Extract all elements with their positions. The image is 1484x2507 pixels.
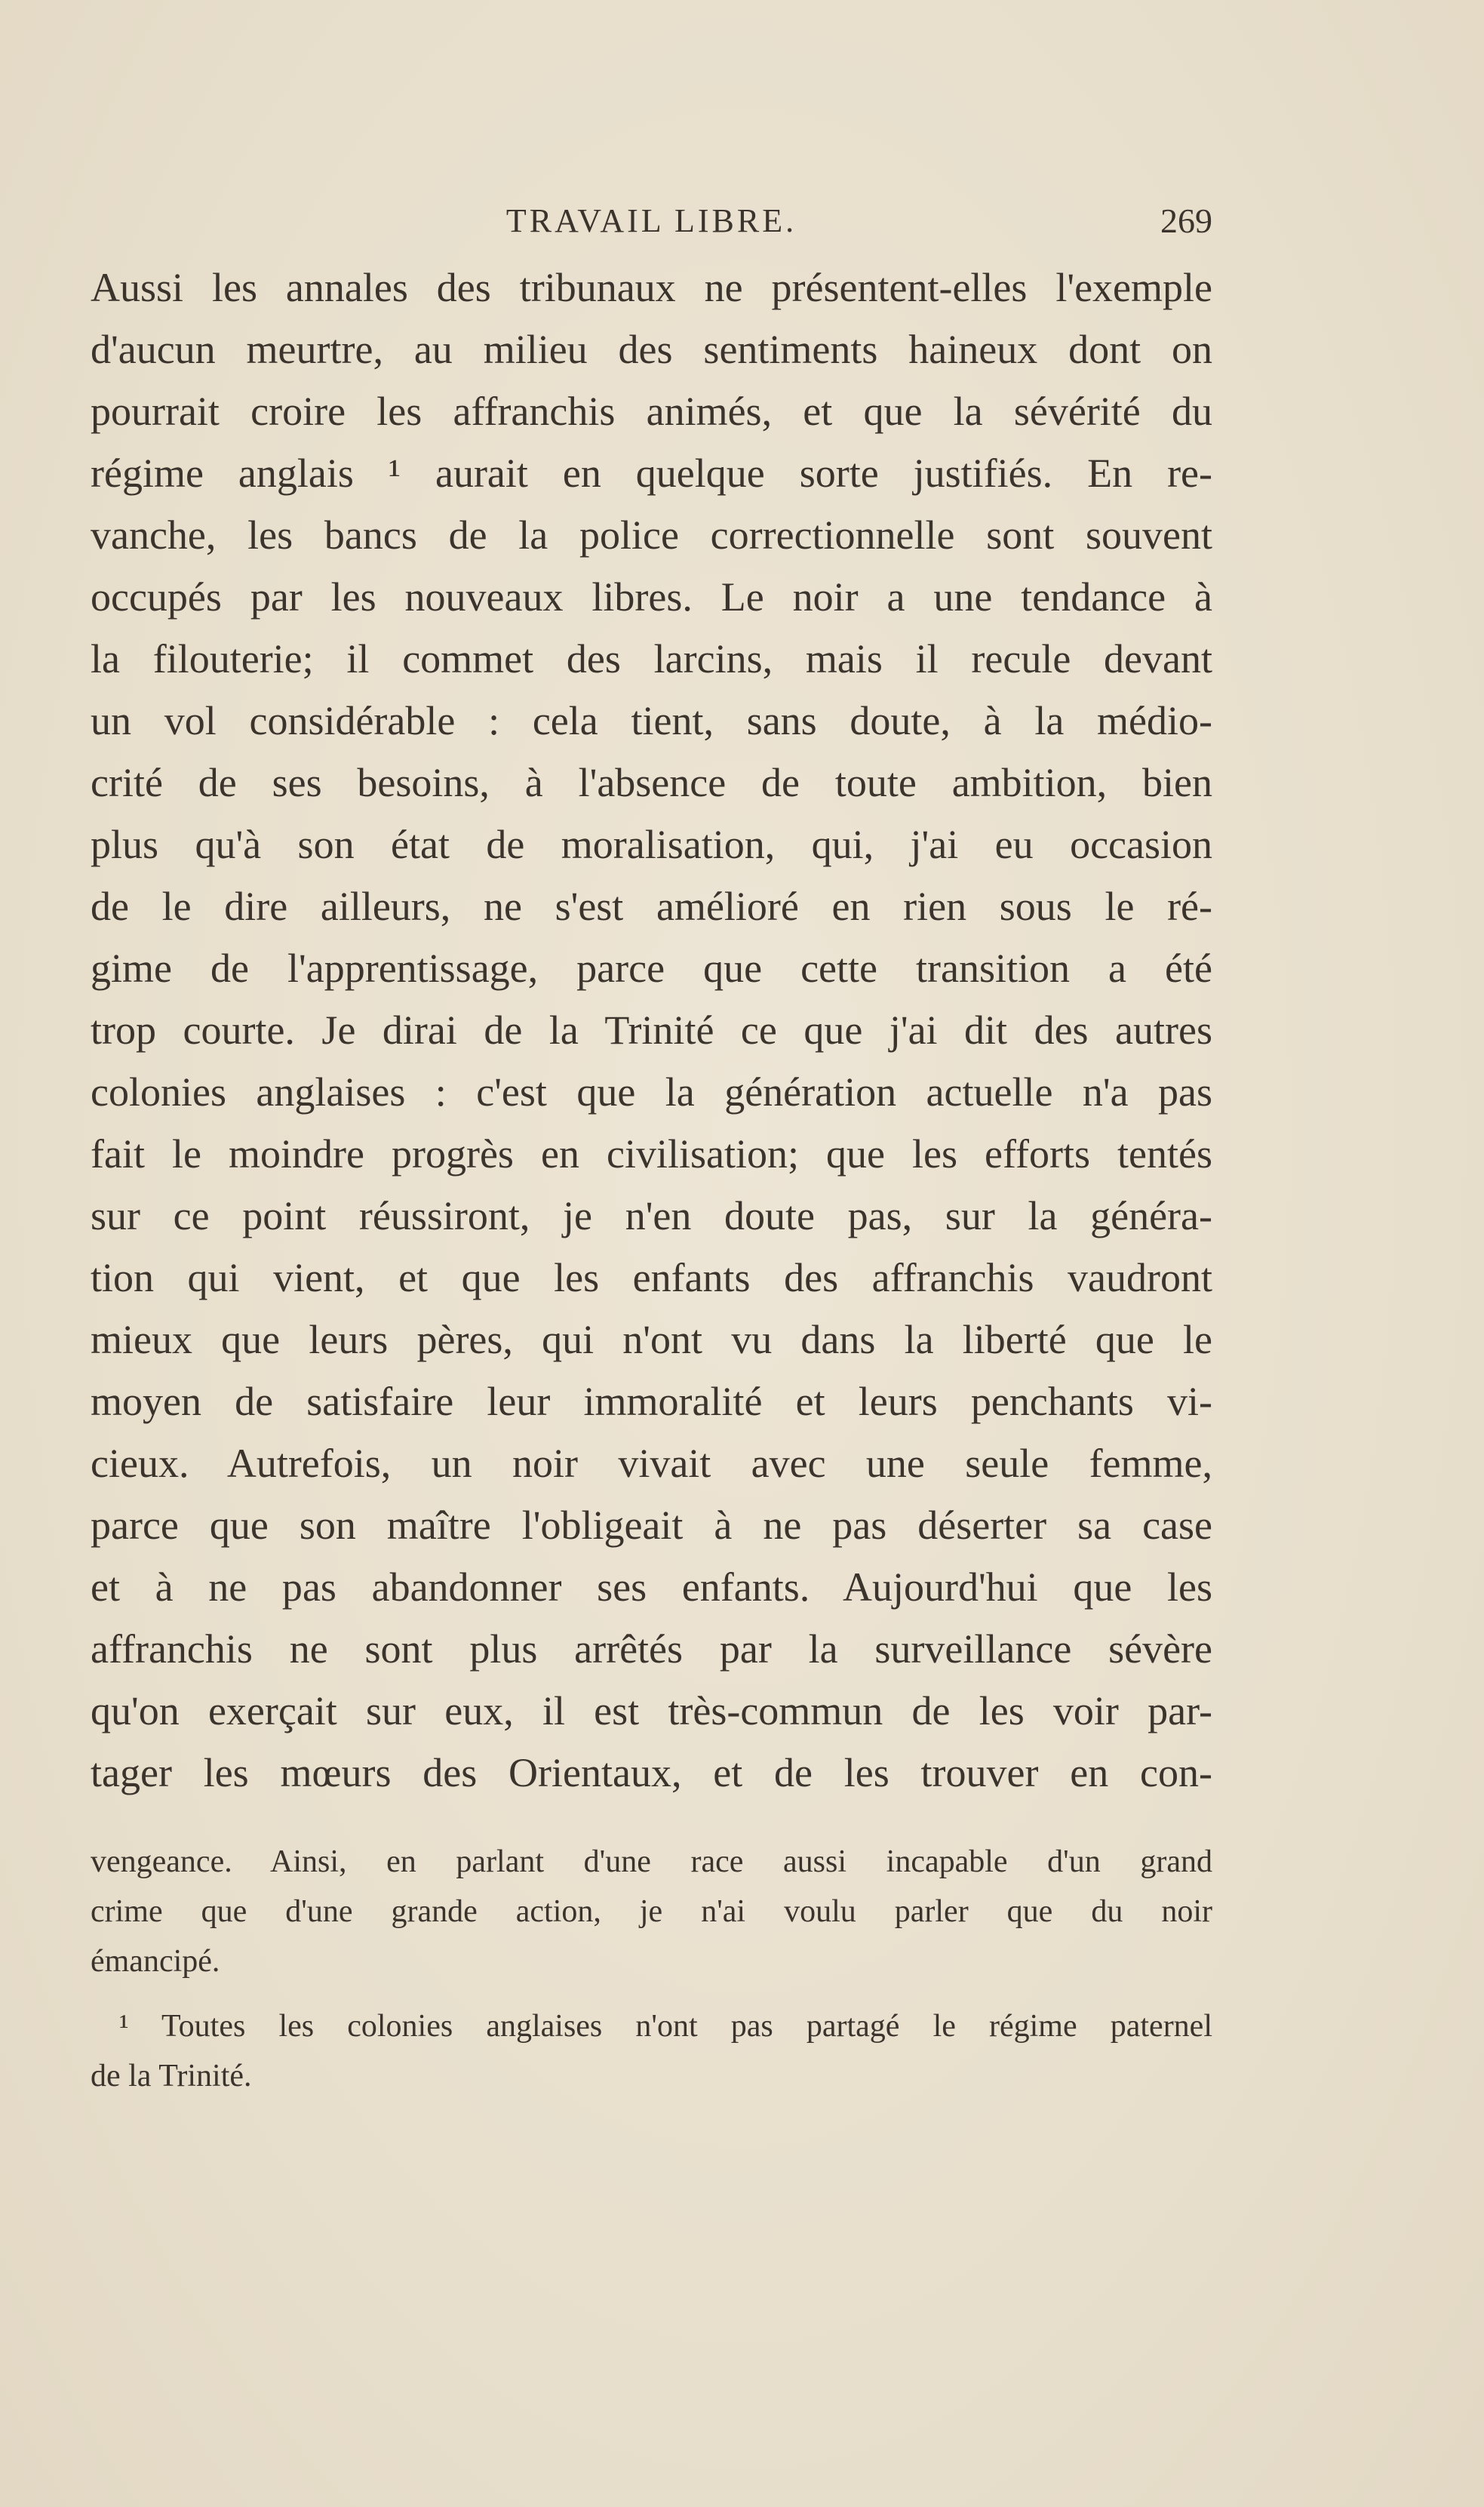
footnote-continuation-line: émancipé. <box>91 1944 220 1979</box>
text-line: de le dire ailleurs, ne s'est amélioré en rien sous le ré- <box>91 884 1212 929</box>
text-line: régime anglais ¹ aurait en quelque sorte justifiés. En re- <box>91 451 1212 496</box>
text-line: parce que son maître l'obligeait à ne pas déserter sa case <box>91 1503 1212 1548</box>
text-line: gime de l'apprentissage, parce que cette transition a été <box>91 946 1212 991</box>
text-line: qu'on exerçait sur eux, il est très-commun de les voir par- <box>91 1688 1212 1733</box>
footnote-continuation-line: vengeance. Ainsi, en parlant d'une race aussi incapable d'un grand <box>91 1844 1212 1879</box>
text-line: la filouterie; il commet des larcins, mais il recule devant <box>91 636 1212 681</box>
footnote-continuation-line: crime que d'une grande action, je n'ai voulu parler que du noir <box>91 1894 1212 1929</box>
text-line: et à ne pas abandonner ses enfants. Aujourd'hui que les <box>91 1564 1212 1610</box>
text-line: plus qu'à son état de moralisation, qui, j'ai eu occasion <box>91 822 1212 867</box>
footnotes <box>91 1837 1212 2101</box>
text-line: Aussi les annales des tribunaux ne présentent-elles l'exemple <box>91 265 1212 310</box>
text-line: affranchis ne sont plus arrêtés par la surveillance sévère <box>91 1626 1212 1672</box>
text-line: sur ce point réussiront, je n'en doute pas, sur la généra- <box>91 1193 1212 1238</box>
page-header <box>91 195 1212 248</box>
text-line: vanche, les bancs de la police correctionnelle sont souvent <box>91 512 1212 558</box>
text-line: fait le moindre progrès en civilisation; que les efforts tentés <box>91 1131 1212 1177</box>
text-line: cieux. Autrefois, un noir vivait avec une seule femme, <box>91 1441 1212 1486</box>
footnote-spacer <box>91 1986 1212 2001</box>
page-number: 269 <box>1160 201 1212 240</box>
running-title: TRAVAIL LIBRE. <box>505 202 797 239</box>
text-line: occupés par les nouveaux libres. Le noir a une tendance à <box>91 574 1212 620</box>
text-line: colonies anglaises : c'est que la génération actuelle n'a pas <box>91 1069 1212 1115</box>
text-line: un vol considérable : cela tient, sans doute, à la médio- <box>91 698 1212 743</box>
text-line: crité de ses besoins, à l'absence de toute ambition, bien <box>91 760 1212 805</box>
text-line: tion qui vient, et que les enfants des affranchis vaudront <box>91 1255 1212 1300</box>
text-line: tager les mœurs des Orientaux, et de les trouver en con- <box>91 1750 1212 1795</box>
footnote-1-line: ¹ Toutes les colonies anglaises n'ont pas partagé le régime paternel <box>119 2009 1212 2044</box>
text-line: pourrait croire les affranchis animés, et que la sévérité du <box>91 389 1212 434</box>
text-line: moyen de satisfaire leur immoralité et leurs penchants vi- <box>91 1379 1212 1424</box>
text-line: trop courte. Je dirai de la Trinité ce que j'ai dit des autres <box>91 1007 1212 1053</box>
main-text <box>91 257 1212 1804</box>
text-line: mieux que leurs pères, qui n'ont vu dans la liberté que le <box>91 1317 1212 1362</box>
text-line: d'aucun meurtre, au milieu des sentiments haineux dont on <box>91 327 1212 372</box>
footnote-1-line: de la Trinité. <box>91 2059 252 2093</box>
